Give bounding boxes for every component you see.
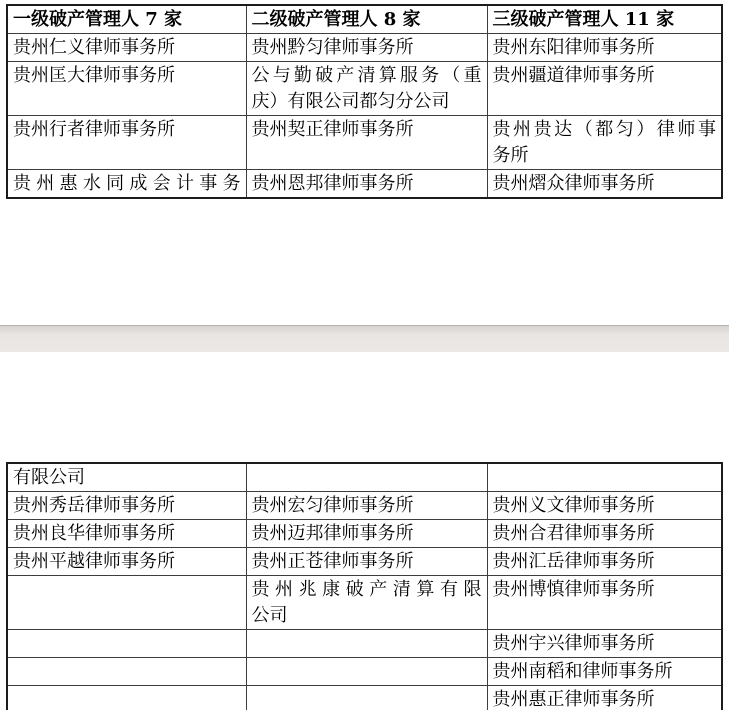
table-cell bbox=[246, 170, 487, 199]
cell-text-line: 贵州宇兴律师事务所 bbox=[492, 633, 655, 654]
cell-text-line: 庆）有限公司都匀分公司 bbox=[251, 91, 450, 112]
cell-text-line: 务所 bbox=[492, 145, 529, 166]
table-cell bbox=[7, 520, 246, 548]
table-cell bbox=[246, 520, 487, 548]
table-cell bbox=[487, 170, 722, 199]
table-cell bbox=[7, 658, 246, 686]
table-cell bbox=[7, 62, 246, 116]
table-cell bbox=[7, 576, 246, 630]
table-cell bbox=[246, 548, 487, 576]
cell-text-line: 贵州迈邦律师事务所 bbox=[251, 523, 414, 544]
cell-text-line: 贵州惠正律师事务所 bbox=[492, 689, 655, 710]
cell-text-line: 贵州义文律师事务所 bbox=[492, 495, 655, 516]
table-cell bbox=[487, 492, 722, 520]
bankruptcy-administrators-table-page2 bbox=[6, 462, 723, 710]
table-row bbox=[7, 658, 722, 686]
cell-text-line: 贵州契正律师事务所 bbox=[251, 119, 414, 140]
table-row bbox=[7, 116, 722, 170]
table-row bbox=[7, 463, 722, 492]
table-cell bbox=[246, 62, 487, 116]
cell-text-line: 贵州兆康破产清算有限 bbox=[251, 579, 482, 600]
table-cell bbox=[7, 548, 246, 576]
table-cell bbox=[487, 548, 722, 576]
table-cell bbox=[487, 658, 722, 686]
table-cell bbox=[246, 463, 487, 492]
cell-text-line: 贵州秀岳律师事务所 bbox=[13, 495, 175, 516]
page-break-divider bbox=[0, 325, 729, 352]
table-row bbox=[7, 34, 722, 62]
cell-text-line: 贵州熠众律师事务所 bbox=[492, 173, 655, 194]
table-row bbox=[7, 520, 722, 548]
column-header: 二级破产管理人 8 家 bbox=[246, 5, 487, 34]
table-cell bbox=[7, 34, 246, 62]
table-row bbox=[7, 686, 722, 710]
cell-text-line: 贵州匡大律师事务所 bbox=[13, 65, 175, 86]
header-row bbox=[7, 5, 722, 34]
table-cell bbox=[487, 116, 722, 170]
table-cell bbox=[7, 170, 246, 199]
cell-text-line: 贵州良华律师事务所 bbox=[13, 523, 175, 544]
column-header: 三级破产管理人 11 家 bbox=[487, 5, 722, 34]
cell-text-line: 贵州合君律师事务所 bbox=[492, 523, 655, 544]
cell-text-line: 贵州行者律师事务所 bbox=[13, 119, 175, 140]
table-row bbox=[7, 62, 722, 116]
cell-text-line: 贵州正苍律师事务所 bbox=[251, 551, 414, 572]
table-cell bbox=[246, 658, 487, 686]
table-row bbox=[7, 170, 722, 199]
table-cell bbox=[7, 116, 246, 170]
table-cell bbox=[246, 576, 487, 630]
bankruptcy-administrators-table-page1 bbox=[6, 4, 723, 199]
cell-text-line: 贵州东阳律师事务所 bbox=[492, 37, 655, 58]
table-cell bbox=[7, 686, 246, 710]
table-cell bbox=[487, 62, 722, 116]
cell-text-line: 贵州仁义律师事务所 bbox=[13, 37, 175, 58]
column-header: 一级破产管理人 7 家 bbox=[7, 5, 246, 34]
table-cell bbox=[7, 630, 246, 658]
table-cell bbox=[246, 492, 487, 520]
table-cell bbox=[246, 34, 487, 62]
cell-text-line: 贵州黔匀律师事务所 bbox=[251, 37, 414, 58]
table-cell bbox=[246, 686, 487, 710]
cell-text-line: 贵州疆道律师事务所 bbox=[492, 65, 655, 86]
table-cell bbox=[487, 463, 722, 492]
table-cell bbox=[7, 492, 246, 520]
cell-text-line: 贵州南稻和律师事务所 bbox=[492, 661, 673, 682]
table-cell bbox=[487, 630, 722, 658]
table-row bbox=[7, 576, 722, 630]
table-cell bbox=[246, 116, 487, 170]
table-cell bbox=[487, 686, 722, 710]
cell-text-line: 公司 bbox=[251, 605, 288, 626]
cell-text-line: 贵州贵达（都匀）律师事 bbox=[492, 119, 716, 140]
table-cell bbox=[487, 576, 722, 630]
table-cell bbox=[246, 630, 487, 658]
cell-text-line: 贵州汇岳律师事务所 bbox=[492, 551, 655, 572]
table-row bbox=[7, 630, 722, 658]
cell-text-line: 贵州博慎律师事务所 bbox=[492, 579, 655, 600]
cell-text-line: 贵州惠水同成会计事务 bbox=[13, 173, 241, 194]
cell-text-line: 贵州恩邦律师事务所 bbox=[251, 173, 414, 194]
cell-text-line: 贵州宏匀律师事务所 bbox=[251, 495, 414, 516]
table-cell bbox=[487, 520, 722, 548]
table-row bbox=[7, 548, 722, 576]
table-cell bbox=[487, 34, 722, 62]
table-cell bbox=[7, 463, 246, 492]
cell-text-line: 贵州平越律师事务所 bbox=[13, 551, 175, 572]
table-row bbox=[7, 492, 722, 520]
cell-text-line: 公与勤破产清算服务（重 bbox=[251, 65, 482, 86]
cell-text-line: 有限公司 bbox=[13, 467, 85, 488]
